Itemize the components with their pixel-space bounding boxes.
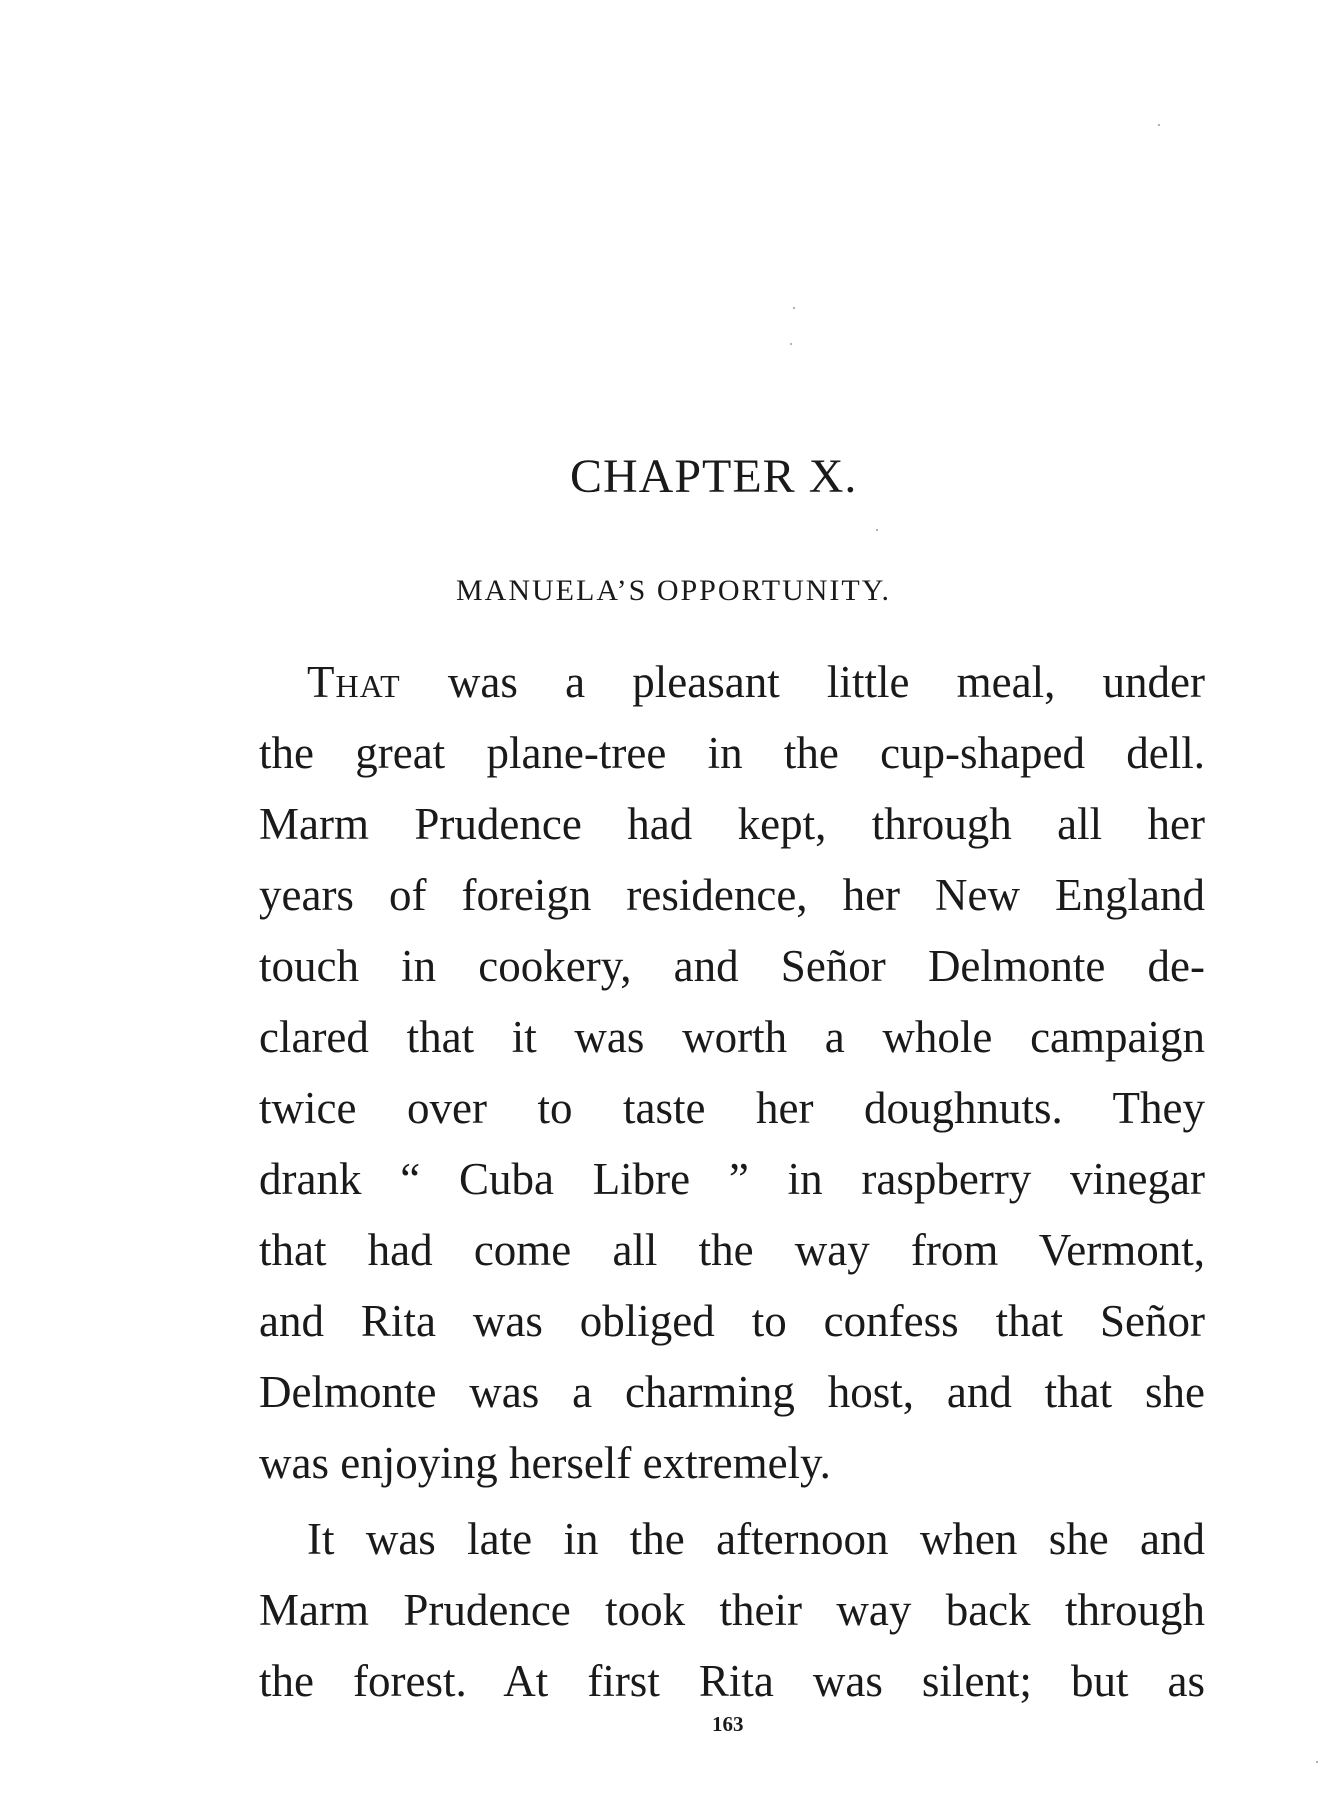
paragraph-2 <box>259 1504 1205 1717</box>
paragraph-line: It was late in the afternoon when she and <box>307 1514 1205 1564</box>
paragraph-line: drank “ Cuba Libre ” in raspberry vinegar <box>259 1154 1205 1204</box>
paragraph-line: clared that it was worth a whole campaign <box>259 1012 1205 1062</box>
chapter-subtitle: MANUELA’S OPPORTUNITY. <box>456 574 892 607</box>
paragraph-line: twice over to taste her doughnuts. They <box>259 1083 1205 1133</box>
paragraph-line: years of foreign residence, her New England <box>259 870 1205 920</box>
paragraph-line: the great plane-tree in the cup-shaped dell. <box>259 728 1205 778</box>
chapter-heading: CHAPTER X. <box>570 450 858 503</box>
page-number: 163 <box>712 1712 744 1736</box>
scan-speck <box>1316 1761 1318 1763</box>
paragraph-line: Delmonte was a charming host, and that she <box>259 1367 1205 1417</box>
paragraph-1 <box>259 647 1205 1499</box>
paragraph-line: That was a pleasant little meal, under <box>307 657 1205 707</box>
lead-word: That <box>307 657 401 707</box>
paragraph-line: Marm Prudence had kept, through all her <box>259 799 1205 849</box>
paragraph-line: Marm Prudence took their way back through <box>259 1585 1205 1635</box>
paragraph-line: was enjoying herself extremely. <box>259 1438 831 1488</box>
paragraph-line: that had come all the way from Vermont, <box>259 1225 1205 1275</box>
scan-speck <box>1158 124 1160 126</box>
paragraph-line: and Rita was obliged to confess that Señor <box>259 1296 1205 1346</box>
scan-speck <box>876 529 878 531</box>
scan-speck <box>793 307 795 309</box>
scan-speck <box>790 343 792 345</box>
paragraph-line: touch in cookery, and Señor Delmonte de- <box>259 941 1205 991</box>
paragraph-line: the forest. At first Rita was silent; but as <box>259 1656 1205 1706</box>
